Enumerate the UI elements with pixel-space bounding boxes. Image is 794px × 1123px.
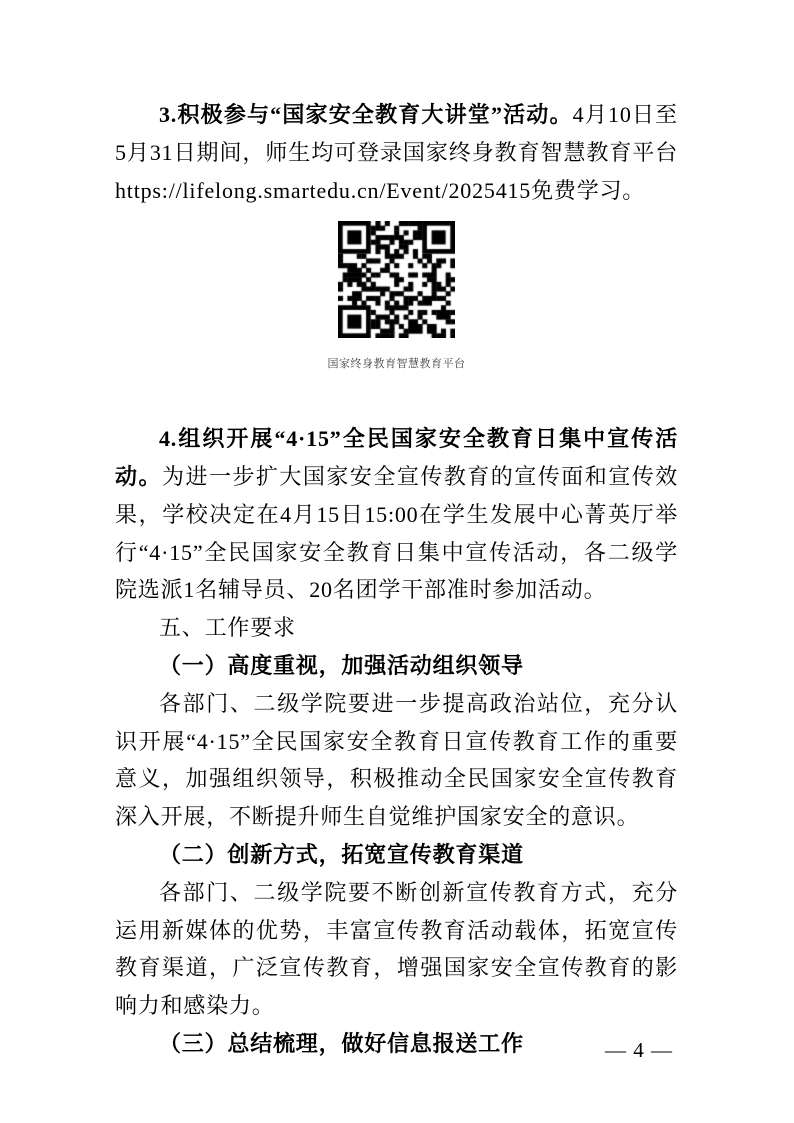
paragraph-lecture-activity-lead: 3.积极参与“国家安全教育大讲堂”活动。 bbox=[159, 102, 573, 127]
subsection-body-2: 各部门、二级学院要不断创新宣传教育方式，充分运用新媒体的优势，丰富宣传教育活动载体，拓宽宣传教育渠道，广泛宣传教育，增强国家安全宣传教育的影响力和感染力。 bbox=[115, 879, 678, 1019]
document-body bbox=[115, 96, 678, 1063]
paragraph-lecture-activity bbox=[115, 96, 678, 209]
qr-caption: 国家终身教育智慧教育平台 bbox=[327, 358, 466, 371]
paragraph-publicity-event bbox=[115, 420, 678, 609]
paragraph-publicity-event-text: 为进一步扩大国家安全宣传教育的宣传面和宣传效果，学校决定在4月15日15:00在学生发展中心菁英厅举行“4·15”全民国家安全教育日集中宣传活动，各二级学院选派1名辅导员、20名团学干部准时参加活动。 bbox=[115, 463, 678, 603]
subsection-heading-2: （二）创新方式，拓宽宣传教育渠道 bbox=[159, 841, 524, 867]
page-number: — 4 — bbox=[605, 1038, 673, 1062]
subsection-body-1: 各部门、二级学院要进一步提高政治站位，充分认识开展“4·15”全民国家安全教育日宣传教育工作的重要意义，加强组织领导，积极推动全民国家安全宣传教育深入开展，不断提升师生自觉维护国家安全的意识。 bbox=[115, 690, 678, 830]
section-heading-work-requirements: 五、工作要求 bbox=[159, 615, 296, 641]
qr-figure bbox=[115, 221, 678, 372]
qr-code-icon bbox=[338, 221, 455, 338]
paragraph-publicity-event-lead: 4.组织开展“4·15”全民国家安全教育日集中宣传活动。 bbox=[115, 426, 678, 489]
subsection-heading-1: （一）高度重视，加强活动组织领导 bbox=[159, 652, 524, 678]
subsection-heading-3: （三）总结梳理，做好信息报送工作 bbox=[159, 1030, 524, 1056]
paragraph-lecture-activity-text: 4月10日至5月31日期间，师生均可登录国家终身教育智慧教育平台https://lifelong.smartedu.cn/Event/2025415免费学习。 bbox=[115, 102, 678, 203]
